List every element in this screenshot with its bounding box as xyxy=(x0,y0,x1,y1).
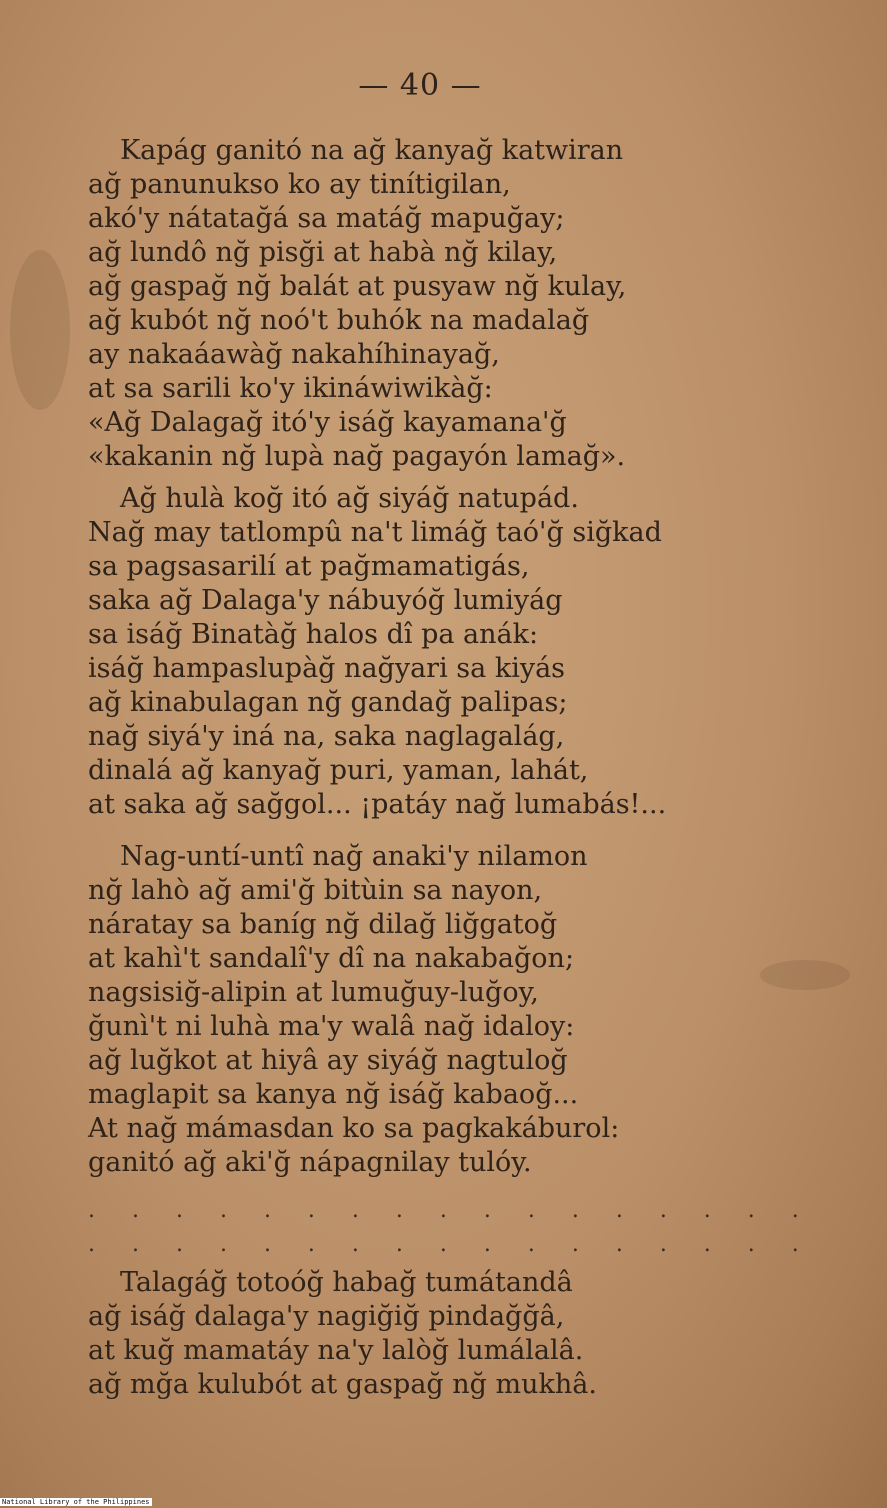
stanza-1 xyxy=(88,134,788,474)
stanza-2 xyxy=(88,482,788,822)
verse-line: «kakanin nğ lupà nağ pagayón lamağ». xyxy=(88,441,626,472)
verse-line: maglapit sa kanya nğ isáğ kabaoğ... xyxy=(88,1079,579,1110)
ellipsis-row: . . . . . . . . . . . . . . . . . xyxy=(88,1232,814,1257)
verse-line: ağ mğa kulubót at gaspağ nğ mukhâ. xyxy=(88,1369,597,1400)
verse-line: akó'y nátatağá sa matáğ mapuğay; xyxy=(88,203,565,234)
verse-line: nagsisiğ-alipin at lumuğuy-luğoy, xyxy=(88,977,539,1008)
verse-line: Nağ may tatlompû na't limáğ taó'ğ siğkad xyxy=(88,517,662,548)
verse-line: nağ siyá'y iná na, saka naglagalág, xyxy=(88,721,565,752)
verse-line: Nag-untí-untî nağ anaki'y nilamon xyxy=(120,841,588,872)
verse-line: «Ağ Dalagağ itó'y isáğ kayamana'ğ xyxy=(88,407,567,438)
page-number: — 40 — xyxy=(358,68,482,103)
verse-line: Ağ hulà koğ itó ağ siyáğ natupád. xyxy=(120,483,579,514)
paper-stain xyxy=(10,250,70,410)
stanza-3 xyxy=(88,840,788,1180)
verse-line: Kapág ganitó na ağ kanyağ katwiran xyxy=(120,135,624,166)
verse-line: at sa sarili ko'y ikináwiwikàğ: xyxy=(88,373,493,404)
verse-line: ğunì't ni luhà ma'y walâ nağ idaloy: xyxy=(88,1011,575,1042)
verse-line: isáğ hampaslupàğ nağyari sa kiyás xyxy=(88,653,566,684)
verse-line: sa pagsasarilí at pağmamatigás, xyxy=(88,551,530,582)
stanza-4 xyxy=(88,1266,788,1402)
verse-line: sa isáğ Binatàğ halos dî pa anák: xyxy=(88,619,539,650)
verse-line: nğ lahò ağ ami'ğ bitùin sa nayon, xyxy=(88,875,543,906)
verse-line: ağ luğkot at hiyâ ay siyáğ nagtuloğ xyxy=(88,1045,568,1076)
verse-line: at saka ağ sağgol... ¡patáy nağ lumabás!... xyxy=(88,789,667,820)
verse-line: ağ panunukso ko ay tinítigilan, xyxy=(88,169,511,200)
verse-line: dinalá ağ kanyağ puri, yaman, lahát, xyxy=(88,755,589,786)
verse-line: ay nakaáawàğ nakahíhinayağ, xyxy=(88,339,500,370)
verse-line: saka ağ Dalaga'y nábuyóğ lumiyág xyxy=(88,585,563,616)
verse-line: ağ kinabulagan nğ gandağ palipas; xyxy=(88,687,568,718)
ellipsis-row: . . . . . . . . . . . . . . . . . xyxy=(88,1198,814,1223)
library-footer: National Library of the Philippines xyxy=(2,1498,150,1506)
verse-line: ağ kubót nğ noó't buhók na madalağ xyxy=(88,305,590,336)
verse-line: at kahì't sandalî'y dî na nakabağon; xyxy=(88,943,575,974)
verse-line: náratay sa baníg nğ dilağ liğgatoğ xyxy=(88,909,558,940)
verse-line: at kuğ mamatáy na'y lalòğ lumálalâ. xyxy=(88,1335,584,1366)
verse-line: ganitó ağ aki'ğ nápagnilay tulóy. xyxy=(88,1147,532,1178)
verse-line: ağ gaspağ nğ balát at pusyaw nğ kulay, xyxy=(88,271,627,302)
verse-line: At nağ mámasdan ko sa pagkakáburol: xyxy=(88,1113,620,1144)
verse-line: ağ isáğ dalaga'y nagiğiğ pindağğâ, xyxy=(88,1301,565,1332)
verse-line: ağ lundô nğ pisği at habà nğ kilay, xyxy=(88,237,558,268)
verse-line: Talagáğ totoóğ habağ tumátandâ xyxy=(120,1267,573,1298)
